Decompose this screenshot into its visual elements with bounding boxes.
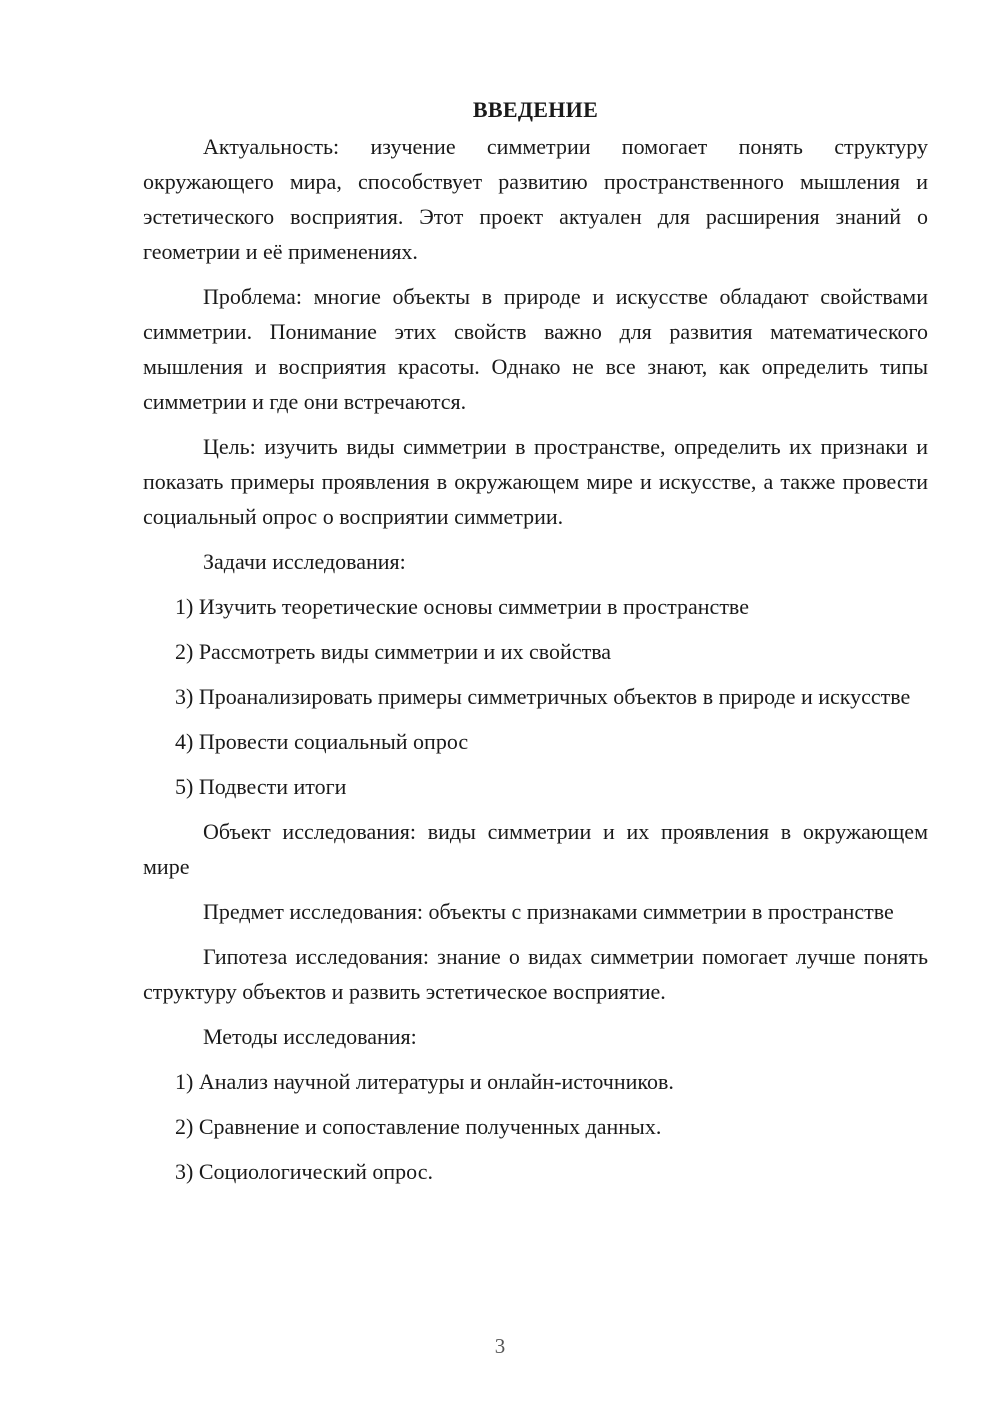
section-heading: ВВЕДЕНИЕ	[472, 97, 599, 122]
problem-paragraph: Проблема: многие объекты в природе и искусстве обладают свойствами симметрии. Понимание этих свойств важно для развития математического мышления и восприятия красоты. Однако не все знают, как определить типы симметрии и где они встречаются.	[143, 284, 928, 414]
task-item: 5) Подвести итоги	[175, 774, 347, 799]
page-number: 3	[494, 1334, 506, 1358]
subject-paragraph: Предмет исследования: объекты с признаками симметрии в пространстве	[203, 899, 894, 924]
task-item: 3) Проанализировать примеры симметричных объектов в природе и искусстве	[175, 684, 911, 709]
relevance-paragraph: Актуальность: изучение симметрии помогает понять структуру окружающего мира, способствует развитию пространственного мышления и эстетического восприятия. Этот проект актуален для расширения знаний о геометрии и её применениях.	[143, 134, 928, 264]
goal-paragraph: Цель: изучить виды симметрии в пространстве, определить их признаки и показать примеры проявления в окружающем мире и искусстве, а также провести социальный опрос о восприятии симметрии.	[143, 434, 928, 529]
task-item: 1) Изучить теоретические основы симметрии в пространстве	[175, 594, 749, 619]
task-item: 2) Рассмотреть виды симметрии и их свойства	[175, 639, 612, 664]
task-item: 4) Провести социальный опрос	[175, 729, 469, 754]
tasks-heading: Задачи исследования:	[203, 549, 406, 574]
methods-heading: Методы исследования:	[203, 1024, 417, 1049]
document-page	[143, 92, 928, 1199]
object-paragraph: Объект исследования: виды симметрии и их проявления в окружающем мире	[143, 819, 928, 879]
method-item: 1) Анализ научной литературы и онлайн-источников.	[175, 1069, 674, 1094]
method-item: 2) Сравнение и сопоставление полученных данных.	[175, 1114, 662, 1139]
hypothesis-paragraph: Гипотеза исследования: знание о видах симметрии помогает лучше понять структуру объектов и развить эстетическое восприятие.	[143, 944, 928, 1004]
method-item: 3) Социологический опрос.	[175, 1159, 433, 1184]
